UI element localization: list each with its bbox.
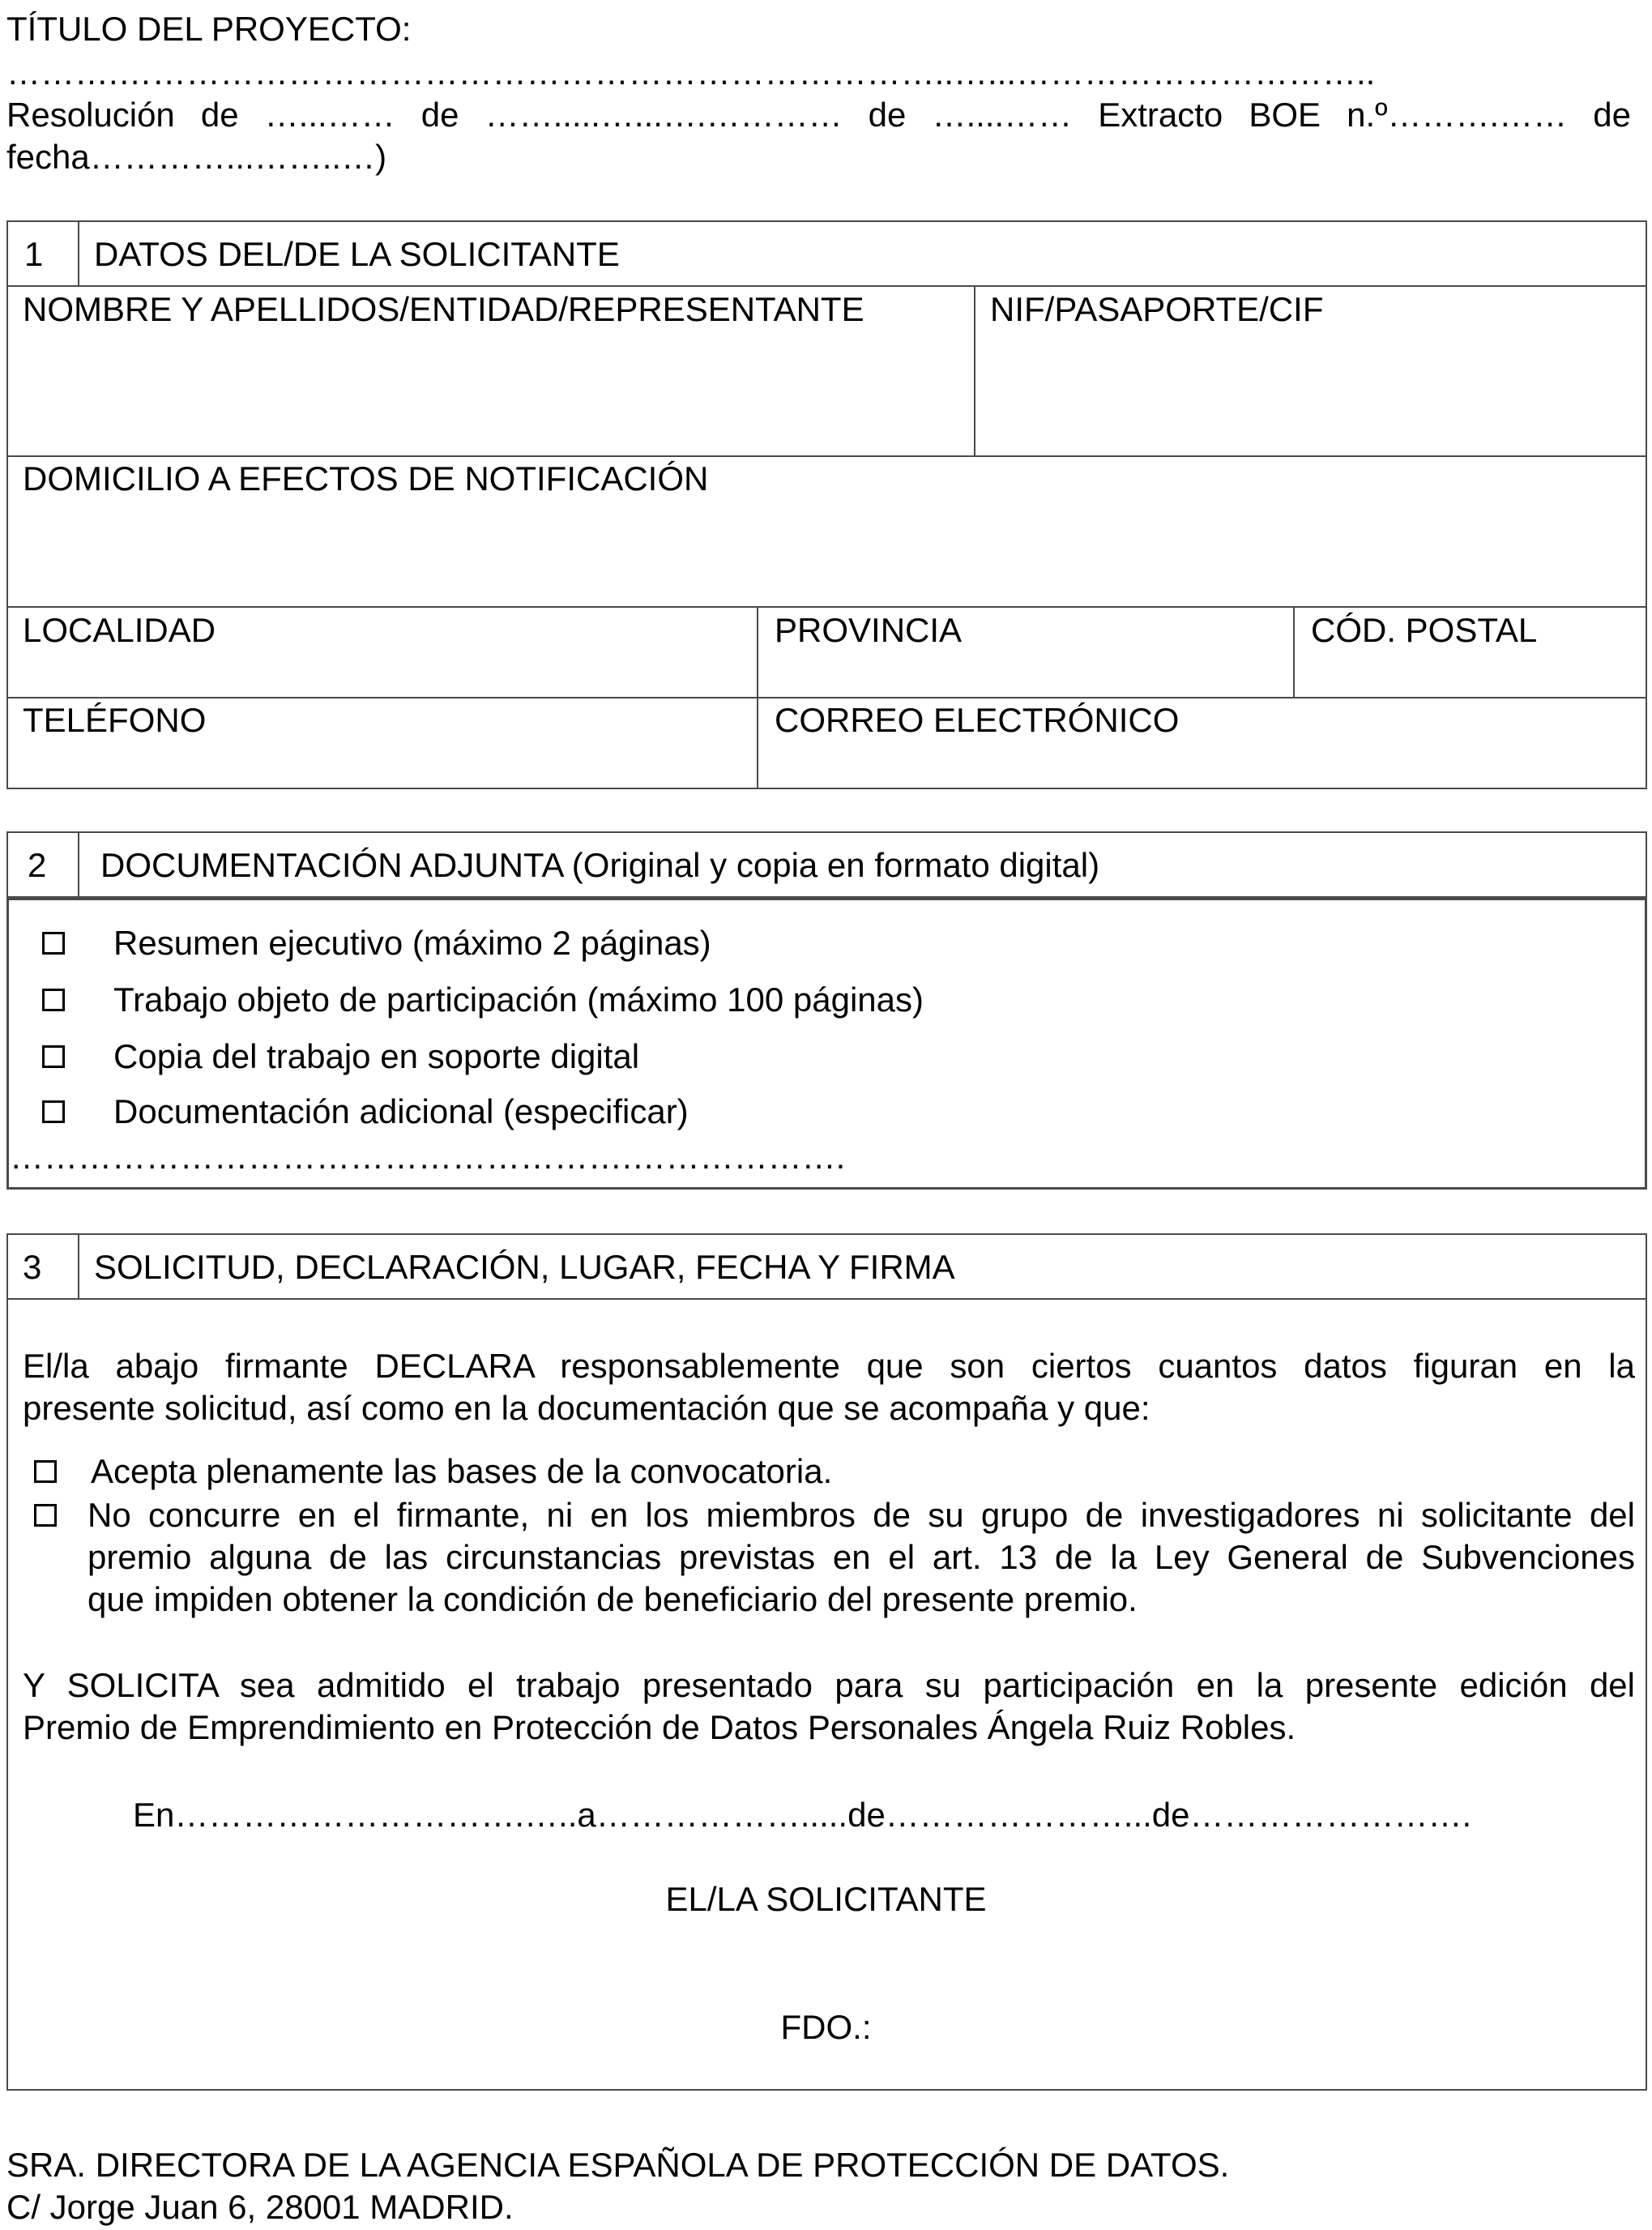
divider [78,1233,79,1298]
signature-field[interactable] [891,2001,1296,2050]
accept-rules-label: Acepta plenamente las bases de la convocatoria. [91,1452,833,1490]
addressee-address: C/ Jorge Juan 6, 28001 MADRID. [6,2188,514,2226]
divider [78,220,79,285]
no-impediment-line: No concurre en el firmante, ni en los miembros de su grupo de investigadores ni solicitante del [88,1496,1635,1534]
no-impediment-label [88,1536,1635,1579]
applicant-signature-heading: EL/LA SOLICITANTE [665,1880,987,1918]
phone-field-label: TELÉFONO [23,701,207,739]
name-field[interactable] [24,332,964,446]
no-impediment-line: premio alguna de las circunstancias previstas en el art. 13 de la Ley General de Subvenciones [88,1538,1635,1576]
date-line[interactable]: fecha…………...……..…) [6,138,387,176]
postal-code-field[interactable] [1311,653,1635,692]
project-title-dots[interactable]: ……….………………………………………………………………..…...………………………….. [6,53,1376,92]
nif-field[interactable] [990,332,1638,446]
divider [78,831,79,898]
checkbox-accept-rules[interactable] [34,1460,57,1483]
locality-field[interactable] [24,653,745,692]
resolution-line[interactable] [6,94,1631,136]
province-field[interactable] [775,653,1285,692]
signature-field-label: FDO.: [780,2008,872,2046]
divider [974,285,975,455]
section-title: DATOS DEL/DE LA SOLICITANTE [94,235,620,273]
address-field-label: DOMICILIO A EFECTOS DE NOTIFICACIÓN [23,459,709,498]
request-paragraph [23,1664,1635,1707]
doc-item-label: Resumen ejecutivo (máximo 2 páginas) [113,924,711,962]
name-field-label: NOMBRE Y APELLIDOS/ENTIDAD/REPRESENTANTE [23,290,864,328]
section-number: 2 [28,846,47,884]
doc-item-label: Documentación adicional (especificar) [113,1092,689,1130]
additional-docs-specify-field[interactable]: ……………………………………………….………………. [10,1138,846,1176]
divider [6,697,1647,698]
divider [6,285,1647,287]
divider [6,455,1647,457]
doc-item-label: Trabajo objeto de participación (máximo 100 páginas) [113,980,924,1019]
section-number: 3 [23,1248,42,1286]
nif-field-label: NIF/PASAPORTE/CIF [990,290,1324,328]
declaration-paragraph [23,1345,1635,1387]
no-impediment-line: que impiden obtener la condición de beneficiario del presente premio. [88,1580,1138,1618]
resolution-text: Resolución de …...…… de …….....…...….………… de …....…… Extracto BOE n.º……….…… de [6,96,1631,134]
divider [6,606,1647,608]
project-title-label: TÍTULO DEL PROYECTO: [6,10,412,48]
checkbox-executive-summary[interactable] [42,932,65,955]
section-title: DOCUMENTACIÓN ADJUNTA (Original y copia en formato digital) [100,846,1100,884]
section-title: SOLICITUD, DECLARACIÓN, LUGAR, FECHA Y FIRMA [94,1248,955,1286]
place-date-field[interactable]: En………………………….…..a……………….....de…………………...de……………………. [133,1796,1472,1834]
declaration-line: El/la abajo firmante DECLARA responsablemente que son ciertos cuantos datos figuran en la [23,1347,1635,1385]
addressee-line: SRA. DIRECTORA DE LA AGENCIA ESPAÑOLA DE PROTECCIÓN DE DATOS. [6,2146,1230,2184]
postal-code-field-label: CÓD. POSTAL [1311,611,1538,649]
request-line: Y SOLICITA sea admitido el trabajo presentado para su participación en la presente edición del [23,1666,1635,1704]
email-field-label: CORREO ELECTRÓNICO [775,701,1180,739]
checkbox-work-document[interactable] [42,989,65,1011]
checkbox-additional-docs[interactable] [42,1100,65,1123]
no-impediment-label [88,1494,1635,1536]
request-line: Premio de Emprendimiento en Protección de Datos Personales Ángela Ruiz Robles. [23,1708,1296,1746]
section-number: 1 [24,235,44,273]
doc-item-label: Copia del trabajo en soporte digital [113,1037,640,1075]
phone-field[interactable] [24,744,745,783]
checkbox-digital-copy[interactable] [42,1045,65,1068]
province-field-label: PROVINCIA [775,611,963,649]
declaration-line: presente solicitud, así como en la documentación que se acompaña y que: [23,1389,1150,1427]
divider [6,1298,1647,1300]
email-field[interactable] [775,744,1633,783]
address-field[interactable] [24,502,1637,600]
locality-field-label: LOCALIDAD [23,611,216,649]
divider [1293,606,1295,697]
checkbox-no-impediment[interactable] [34,1504,57,1527]
